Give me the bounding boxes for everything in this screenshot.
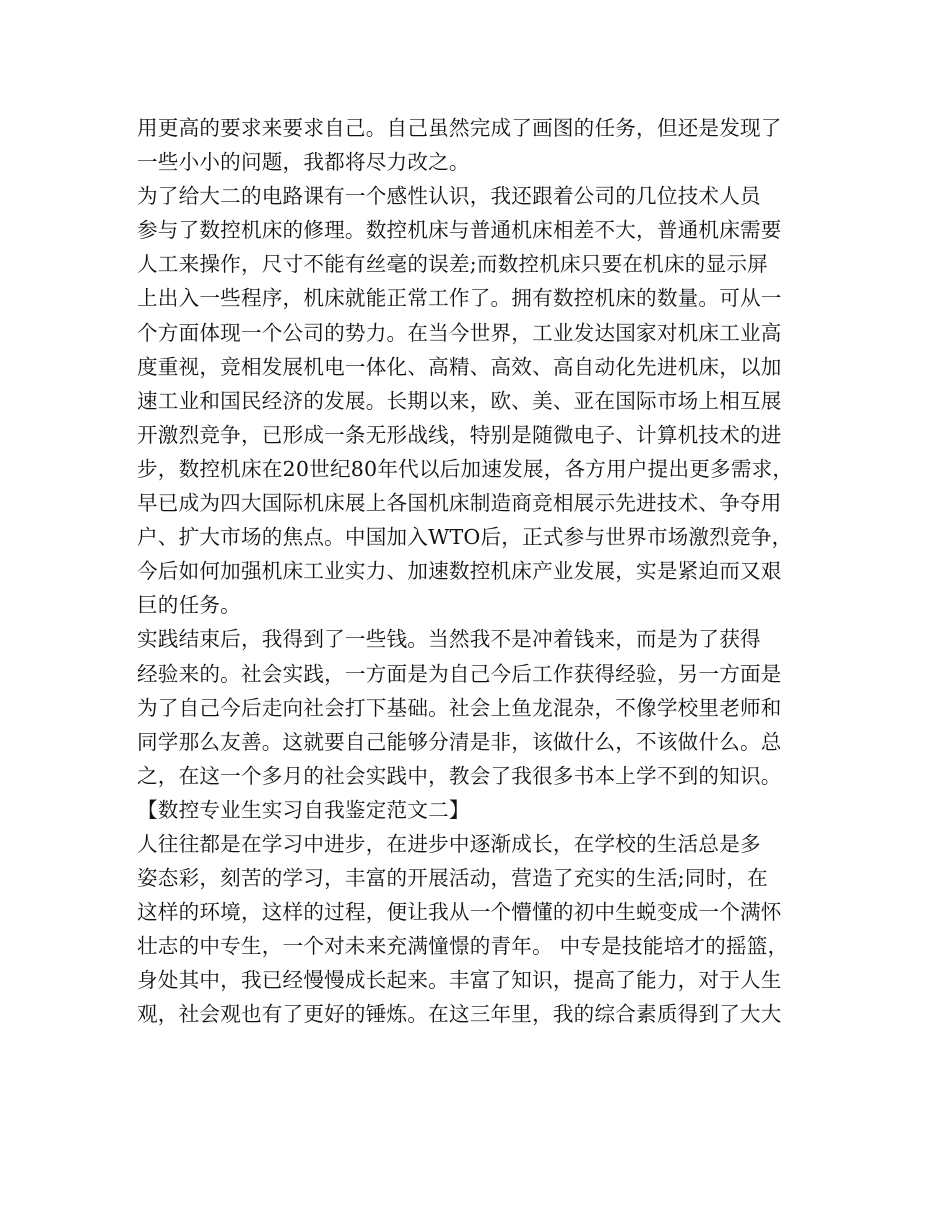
text-line: 人往往都是在学习中进步，在进步中逐渐成长，在学校的生活总是多 bbox=[137, 831, 761, 856]
text-line: 身处其中，我已经慢慢成长起来。丰富了知识，提高了能力，对于人生 bbox=[137, 968, 782, 993]
text-line: 人工来操作，尺寸不能有丝毫的误差;而数控机床只要在机床的显示屏 bbox=[137, 252, 768, 277]
text-line: 上出入一些程序，机床就能正常工作了。拥有数控机床的数量。可从一 bbox=[137, 286, 782, 311]
text-line: 巨的任务。 bbox=[137, 593, 241, 618]
text-line: 这样的环境，这样的过程，便让我从一个懵懂的初中生蜕变成一个满怀 bbox=[137, 900, 782, 925]
text-line: 步，数控机床在20世纪80年代以后加速发展，各方用户提出更多需求， bbox=[137, 456, 794, 481]
text-line: 观，社会观也有了更好的锤炼。在这三年里，我的综合素质得到了大大 bbox=[137, 1002, 782, 1027]
text-line: 参与了数控机床的修理。数控机床与普通机床相差不大，普通机床需要 bbox=[137, 218, 782, 243]
text-line: 同学那么友善。这就要自己能够分清是非，该做什么，不该做什么。总 bbox=[137, 729, 782, 754]
text-line: 姿态彩，刻苦的学习，丰富的开展活动，营造了充实的生活;同时，在 bbox=[137, 866, 768, 891]
text-line: 个方面体现一个公司的势力。在当今世界，工业发达国家对机床工业高 bbox=[137, 320, 782, 345]
document-body bbox=[137, 111, 837, 1032]
text-line: 今后如何加强机床工业实力、加速数控机床产业发展，实是紧迫而又艰 bbox=[137, 559, 782, 584]
text-line: 度重视，竞相发展机电一体化、高精、高效、高自动化先进机床，以加 bbox=[137, 354, 782, 379]
text-line: 为了给大二的电路课有一个感性认识，我还跟着公司的几位技术人员 bbox=[137, 184, 761, 209]
text-line: 为了自己今后走向社会打下基础。社会上鱼龙混杂，不像学校里老师和 bbox=[137, 695, 782, 720]
text-line: 用更高的要求来要求自己。自己虽然完成了画图的任务，但还是发现了 bbox=[137, 116, 782, 140]
text-line: 速工业和国民经济的发展。长期以来，欧、美、亚在国际市场上相互展 bbox=[137, 388, 782, 413]
text-line: 经验来的。社会实践，一方面是为自己今后工作获得经验，另一方面是 bbox=[137, 661, 782, 686]
text-line: 早已成为四大国际机床展上各国机床制造商竞相展示先进技术、争夺用 bbox=[137, 491, 782, 516]
text-line: 之，在这一个多月的社会实践中，教会了我很多书本上学不到的知识。 bbox=[137, 763, 782, 788]
text-line: 户、扩大市场的焦点。中国加入WTO后，正式参与世界市场激烈竞争， bbox=[137, 525, 793, 550]
section-heading: 【数控专业生实习自我鉴定范文二】 bbox=[137, 797, 470, 822]
text-line: 一些小小的问题，我都将尽力改之。 bbox=[137, 150, 470, 175]
text-line: 实践结束后，我得到了一些钱。当然我不是冲着钱来，而是为了获得 bbox=[137, 627, 761, 652]
text-line: 壮志的中专生，一个对未来充满憧憬的青年。 中专是技能培才的摇篮， bbox=[137, 934, 789, 959]
text-line: 开激烈竞争，已形成一条无形战线，特别是随微电子、计算机技术的进 bbox=[137, 422, 782, 447]
